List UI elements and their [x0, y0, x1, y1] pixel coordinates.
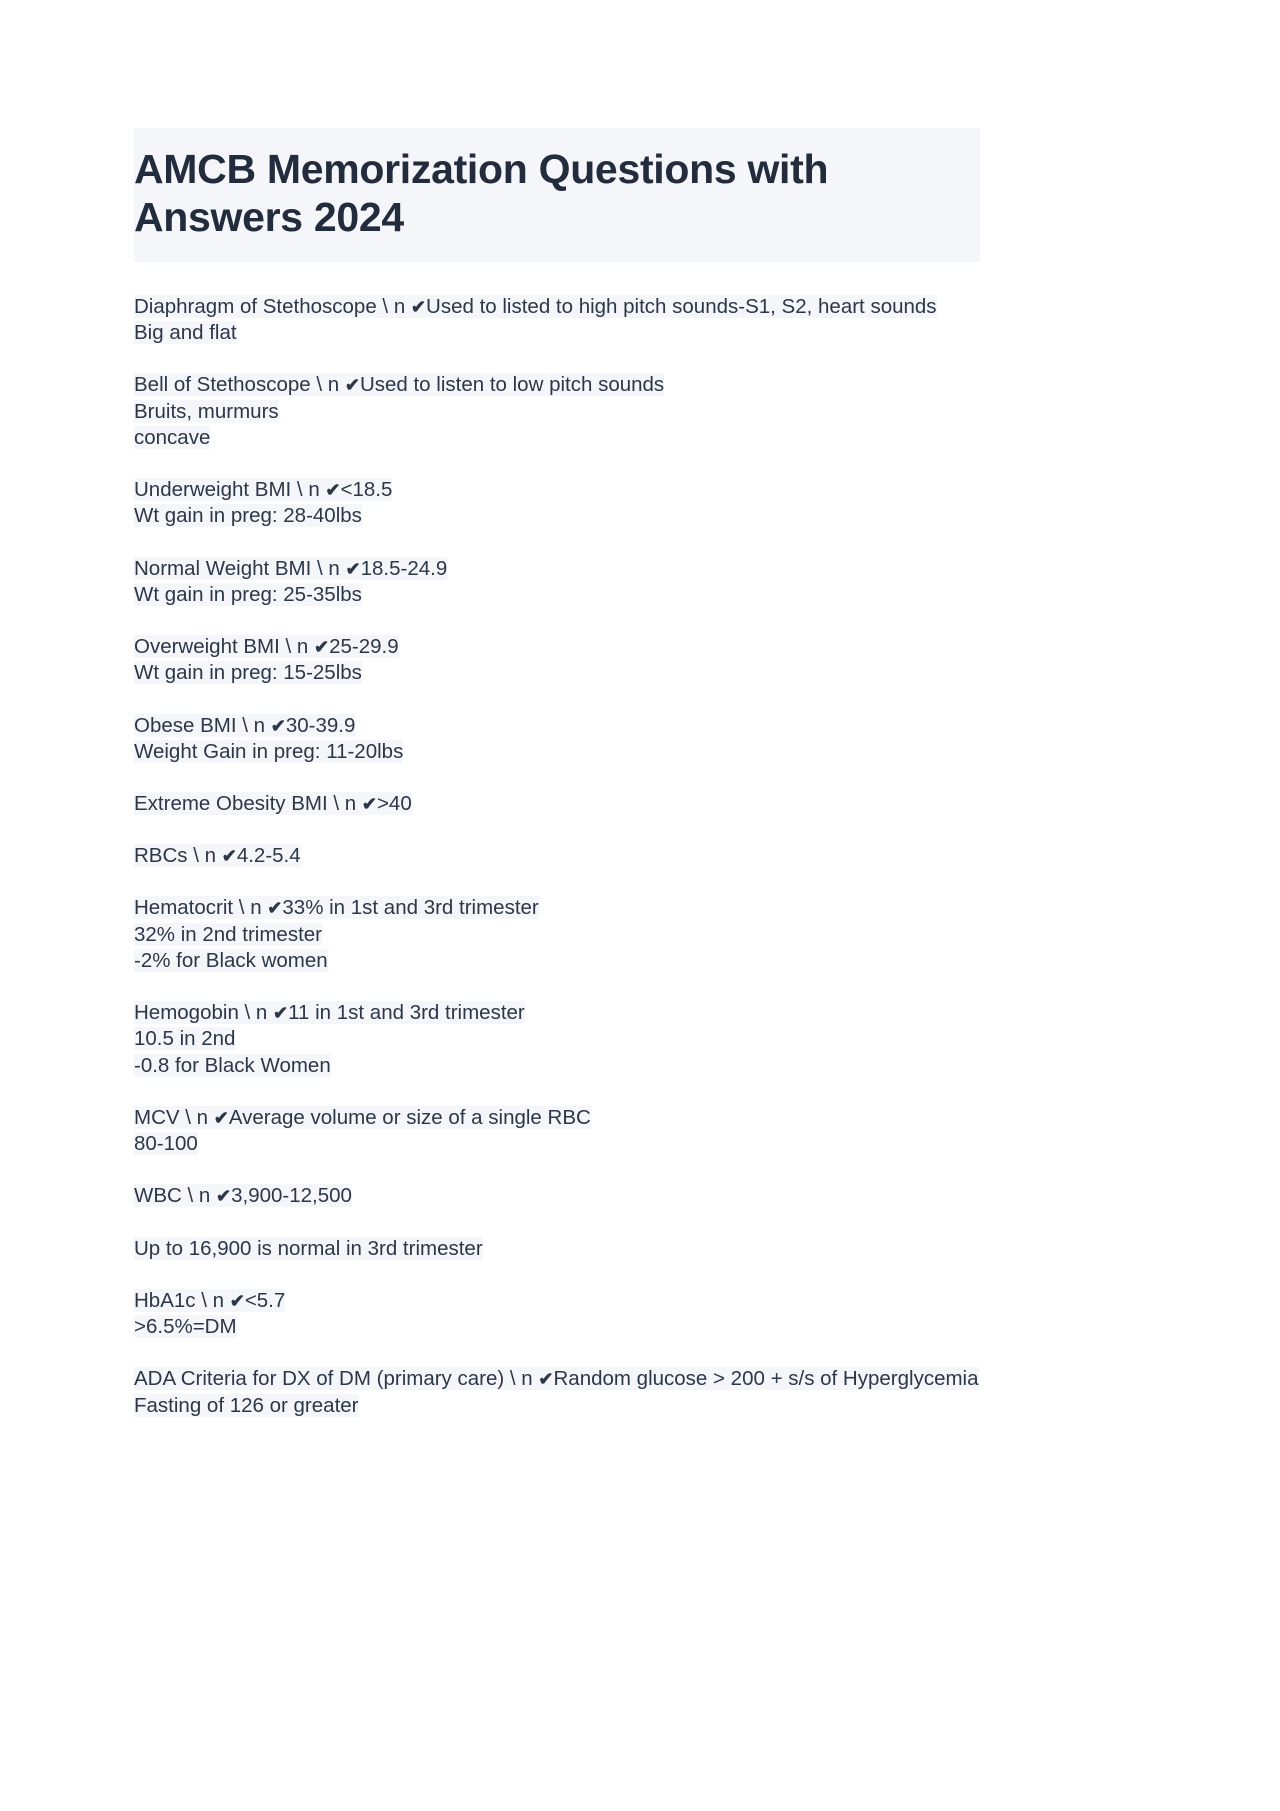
detail-text: Wt gain in preg: 28-40lbs — [134, 504, 362, 528]
question-answer-run — [134, 295, 937, 318]
question-answer-run — [134, 1106, 591, 1129]
detail-text: Fasting of 126 or greater — [134, 1393, 359, 1417]
qa-block — [134, 713, 980, 765]
qa-block — [134, 1105, 980, 1157]
answer-text: Random glucose > 200 + s/s of Hyperglycemia — [553, 1367, 979, 1391]
question-line — [134, 843, 980, 869]
detail-line — [134, 948, 980, 974]
term-answer-separator: \ n — [327, 791, 362, 815]
document-body — [134, 294, 980, 1419]
question-line — [134, 294, 980, 320]
answer-text: 3,900-12,500 — [231, 1184, 352, 1208]
answer-text: Average volume or size of a single RBC — [228, 1105, 591, 1129]
answer-text: 33% in 1st and 3rd trimester — [282, 896, 539, 920]
detail-line — [134, 1393, 980, 1419]
detail-text: Wt gain in preg: 15-25lbs — [134, 661, 362, 685]
term-text: Extreme Obesity BMI — [134, 791, 328, 815]
detail-text: Bruits, murmurs — [134, 399, 279, 423]
check-icon: ✔ — [325, 480, 341, 501]
term-answer-separator: \ n — [195, 1288, 230, 1312]
term-answer-separator: \ n — [279, 635, 315, 659]
answer-text: 30-39.9 — [285, 713, 356, 737]
detail-text: Weight Gain in preg: 11-20lbs — [134, 739, 404, 763]
answer-text: >40 — [376, 791, 412, 815]
detail-line — [134, 399, 980, 425]
detail-line — [134, 1131, 980, 1157]
question-answer-run — [134, 714, 355, 737]
qa-block — [134, 1288, 980, 1340]
answer-text: Used to listed to high pitch sounds-S1, S2, heart sounds — [426, 294, 937, 318]
detail-text: -0.8 for Black Women — [134, 1053, 331, 1077]
question-line — [134, 1000, 980, 1026]
term-answer-separator: \ n — [236, 713, 271, 737]
detail-text: 10.5 in 2nd — [134, 1027, 236, 1051]
question-answer-run — [134, 635, 399, 658]
question-answer-run — [134, 478, 392, 501]
term-text: Overweight BMI — [134, 635, 280, 659]
plain-text: Up to 16,900 is normal in 3rd trimester — [134, 1236, 483, 1260]
term-answer-separator: \ n — [504, 1367, 539, 1391]
qa-block — [134, 1183, 980, 1209]
term-text: Hematocrit — [134, 896, 234, 920]
term-text: Normal Weight BMI — [134, 556, 312, 580]
term-text: MCV — [134, 1105, 180, 1129]
qa-block — [134, 791, 980, 817]
qa-block — [134, 1366, 980, 1418]
detail-text: >6.5%=DM — [134, 1315, 237, 1339]
question-answer-run — [134, 1184, 352, 1207]
question-line — [134, 634, 980, 660]
check-icon: ✔ — [267, 898, 283, 919]
plain-line — [134, 1236, 980, 1262]
term-text: Hemogobin — [134, 1001, 239, 1025]
question-line — [134, 1366, 980, 1392]
term-answer-separator: \ n — [233, 896, 268, 920]
answer-text: <5.7 — [244, 1288, 286, 1312]
qa-block — [134, 843, 980, 869]
check-icon: ✔ — [270, 715, 286, 736]
term-text: Diaphragm of Stethoscope — [134, 294, 377, 318]
question-answer-run — [134, 373, 664, 396]
check-icon: ✔ — [213, 1107, 229, 1128]
qa-block — [134, 1236, 980, 1262]
detail-text: 80-100 — [134, 1132, 198, 1156]
answer-text: 4.2-5.4 — [236, 844, 301, 868]
qa-block — [134, 556, 980, 608]
term-answer-separator: \ n — [310, 373, 345, 397]
question-line — [134, 713, 980, 739]
qa-block — [134, 372, 980, 451]
detail-line — [134, 582, 980, 608]
term-answer-separator: \ n — [187, 844, 222, 868]
question-answer-run — [134, 896, 539, 919]
check-icon: ✔ — [216, 1186, 232, 1207]
check-icon: ✔ — [314, 637, 330, 658]
term-answer-separator: \ n — [238, 1001, 274, 1025]
term-answer-separator: \ n — [291, 478, 326, 502]
qa-block — [134, 294, 980, 346]
term-text: Bell of Stethoscope — [134, 373, 311, 397]
check-icon: ✔ — [221, 846, 237, 867]
term-text: RBCs — [134, 844, 188, 868]
qa-block — [134, 634, 980, 686]
check-icon: ✔ — [229, 1290, 245, 1311]
detail-line — [134, 425, 980, 451]
answer-text: Used to listen to low pitch sounds — [359, 373, 665, 397]
term-answer-separator: \ n — [376, 294, 411, 318]
detail-line — [134, 1053, 980, 1079]
question-line — [134, 372, 980, 398]
answer-text: 25-29.9 — [329, 635, 399, 659]
detail-line — [134, 320, 980, 346]
detail-line — [134, 503, 980, 529]
detail-line — [134, 1314, 980, 1340]
term-answer-separator: \ n — [311, 556, 346, 580]
term-text: HbA1c — [134, 1288, 196, 1312]
answer-text: 18.5-24.9 — [360, 556, 448, 580]
detail-text: Wt gain in preg: 25-35lbs — [134, 582, 362, 606]
qa-block — [134, 477, 980, 529]
check-icon: ✔ — [410, 296, 427, 317]
detail-text: 32% in 2nd trimester — [134, 922, 323, 946]
detail-line — [134, 660, 980, 686]
check-icon: ✔ — [345, 558, 361, 579]
question-line — [134, 1105, 980, 1131]
check-icon: ✔ — [344, 375, 360, 396]
question-answer-run — [134, 792, 412, 815]
qa-block — [134, 895, 980, 974]
term-text: ADA Criteria for DX of DM (primary care) — [134, 1367, 505, 1391]
question-answer-run — [134, 844, 301, 867]
question-answer-run — [134, 1001, 525, 1024]
check-icon: ✔ — [361, 793, 377, 814]
question-line — [134, 1288, 980, 1314]
detail-text: -2% for Black women — [134, 948, 328, 972]
page-title: AMCB Memorization Questions with Answers 2024 — [134, 128, 980, 262]
term-text: Underweight BMI — [134, 478, 292, 502]
qa-block — [134, 1000, 980, 1079]
answer-text: 11 in 1st and 3rd trimester — [288, 1001, 525, 1025]
detail-line — [134, 739, 980, 765]
detail-line — [134, 922, 980, 948]
check-icon: ✔ — [273, 1003, 289, 1024]
term-answer-separator: \ n — [179, 1105, 214, 1129]
detail-text: concave — [134, 425, 211, 449]
term-answer-separator: \ n — [181, 1184, 217, 1208]
question-line — [134, 556, 980, 582]
detail-text: Big and flat — [134, 321, 237, 345]
question-line — [134, 477, 980, 503]
question-answer-run — [134, 1289, 285, 1312]
question-line — [134, 1183, 980, 1209]
question-line — [134, 895, 980, 921]
detail-line — [134, 1026, 980, 1052]
question-answer-run — [134, 557, 447, 580]
question-line — [134, 791, 980, 817]
term-text: WBC — [134, 1184, 182, 1208]
term-text: Obese BMI — [134, 713, 237, 737]
check-icon: ✔ — [538, 1369, 554, 1390]
answer-text: <18.5 — [340, 478, 393, 502]
question-answer-run — [134, 1367, 979, 1390]
